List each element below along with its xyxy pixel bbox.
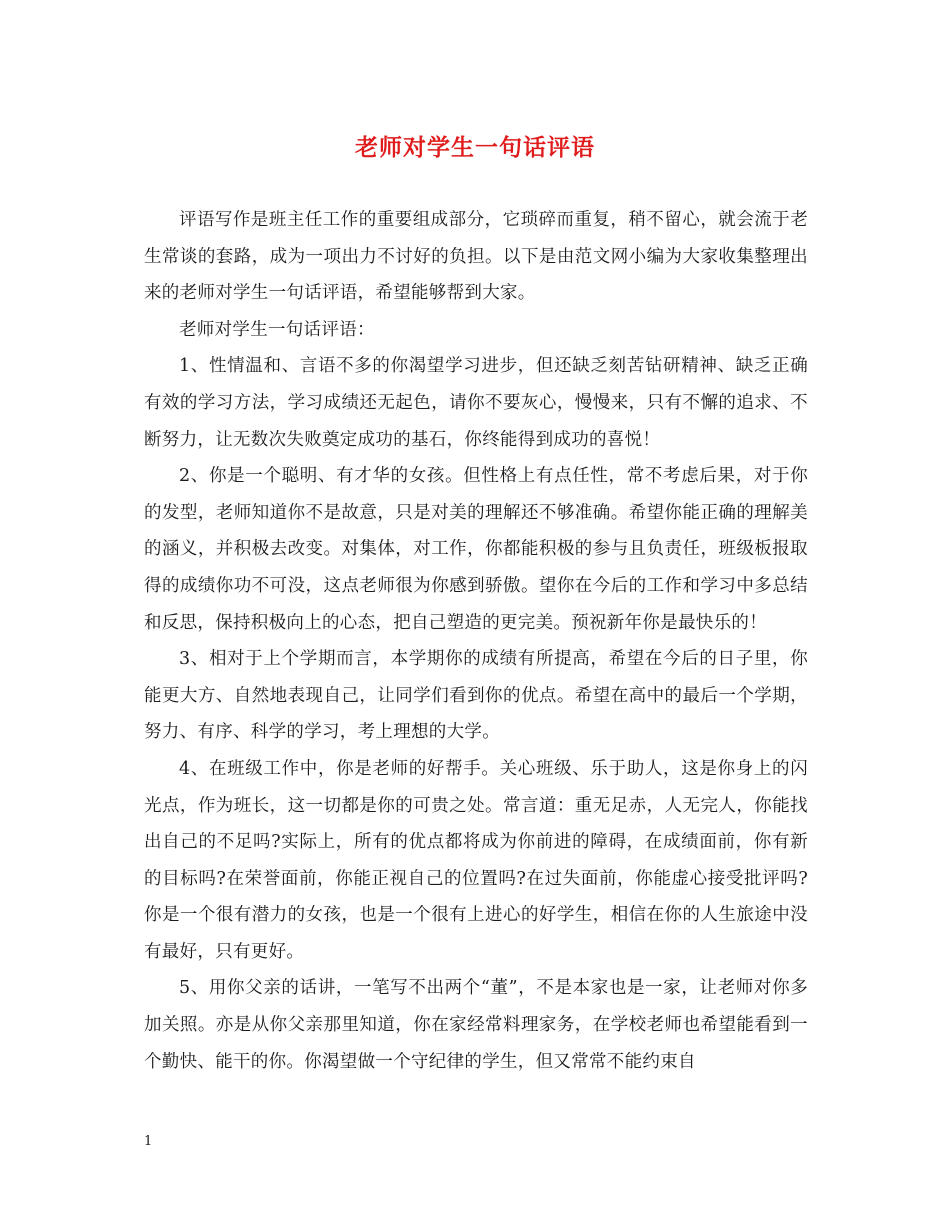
- document-title: 老师对学生一句话评语: [355, 134, 595, 161]
- paragraph-comment-5: 5、用你父亲的话讲，一笔写不出两个“董”，不是本家也是一家，让老师对你多加关照。亦是从你父亲那里知道，你在家经常料理家务，在学校老师也希望能看到一个勤快、能干的你。你渴望做一个守纪律的学生，但又常常不能约束自: [144, 978, 808, 1072]
- paragraph-comment-2: 2、你是一个聪明、有才华的女孩。但性格上有点任性，常不考虑后果，对于你的发型，老师知道你不是故意，只是对美的理解还不够准确。希望你能正确的理解美的涵义，并积极去改变。对集体，对工作，你都能积极的参与且负责任，班级板报取得的成绩你功不可没，这点老师很为你感到骄傲。望你在今后的工作和学习中多总结和反思，保持积极向上的心态，把自己塑造的更完美。预祝新年你是最快乐的！: [144, 466, 808, 633]
- paragraph-heading: 老师对学生一句话评语：: [179, 319, 375, 340]
- document-body: [144, 202, 808, 1080]
- paragraph-comment-1: 1、性情温和、言语不多的你渴望学习进步，但还缺乏刻苦钻研精神、缺乏正确有效的学习方法，学习成绩还无起色，请你不要灰心，慢慢来，只有不懈的追求、不断努力，让无数次失败奠定成功的基石，你终能得到成功的喜悦！: [144, 356, 808, 450]
- paragraph-comment-4: 4、在班级工作中，你是老师的好帮手。关心班级、乐于助人，这是你身上的闪光点，作为班长，这一切都是你的可贵之处。常言道：重无足赤，人无完人，你能找出自己的不足吗?实际上，所有的优点都将成为你前进的障碍，在成绩面前，你有新的目标吗?在荣誉面前，你能正视自己的位置吗?在过失面前，你能虚心接受批评吗?你是一个很有潜力的女孩，也是一个很有上进心的好学生，相信在你的人生旅途中没有最好，只有更好。: [144, 758, 808, 962]
- paragraph-comment-3: 3、相对于上个学期而言，本学期你的成绩有所提高，希望在今后的日子里，你能更大方、自然地表现自己，让同学们看到你的优点。希望在高中的最后一个学期，努力、有序、科学的学习，考上理想的大学。: [144, 649, 808, 743]
- paragraph-intro: 评语写作是班主任工作的重要组成部分，它琐碎而重复，稍不留心，就会流于老生常谈的套路，成为一项出力不讨好的负担。以下是由范文网小编为大家收集整理出来的老师对学生一句话评语，希望能够帮到大家。: [144, 210, 808, 304]
- page-number: 1: [144, 1134, 153, 1149]
